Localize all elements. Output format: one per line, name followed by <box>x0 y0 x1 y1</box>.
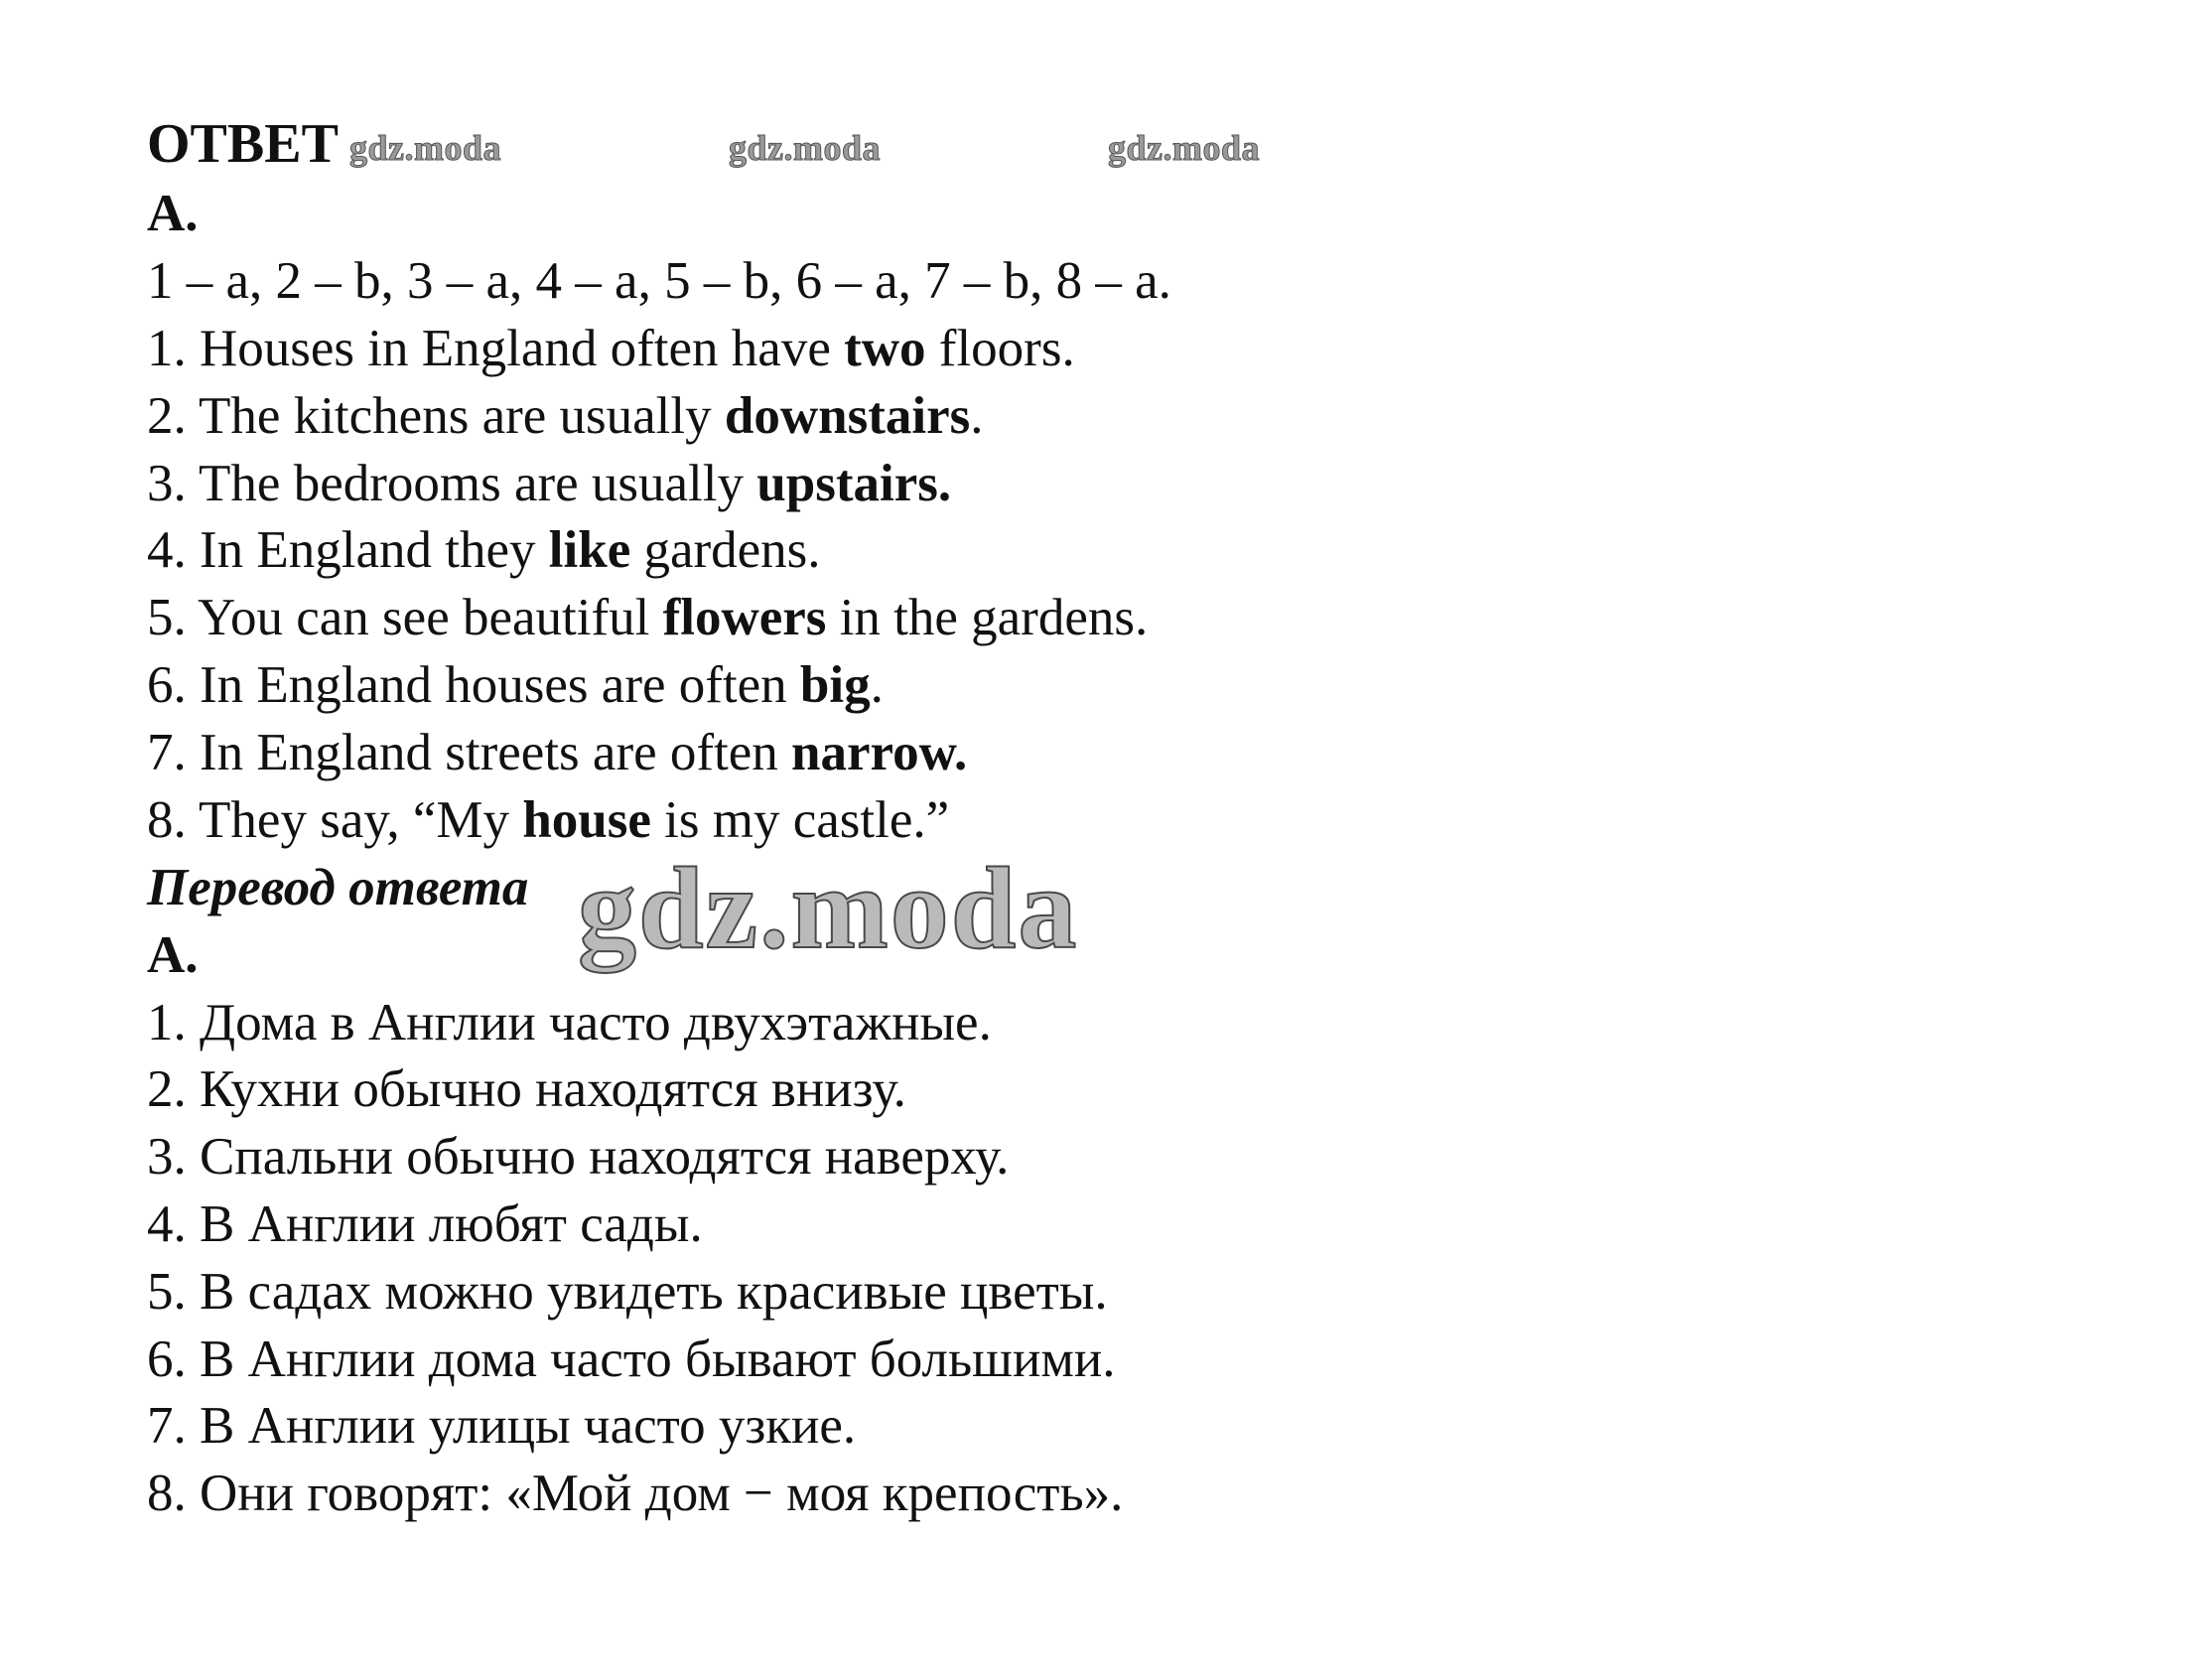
translation-6: 6. В Англии дома часто бывают большими. <box>147 1330 1116 1388</box>
answer-word: big <box>799 656 871 714</box>
page-title: ОТВЕТ <box>147 113 339 175</box>
translation-section-label: A. <box>147 926 199 984</box>
translation-1: 1. Дома в Англии часто двухэтажные. <box>147 994 992 1051</box>
answer-word: like <box>548 521 631 579</box>
translation-8: 8. Они говорят: «Мой дом − моя крепость». <box>147 1465 1124 1522</box>
watermark-small-2: gdz.moda <box>729 128 882 168</box>
answer-word: house <box>522 791 651 849</box>
answer-word: flowers <box>662 589 827 646</box>
translation-4: 4. В Англии любят сады. <box>147 1195 703 1253</box>
sentence-4: 4. In England they like gardens. <box>147 521 821 579</box>
answer-word: upstairs. <box>756 455 952 512</box>
answer-word: narrow. <box>791 724 968 781</box>
answer-key: 1 – a, 2 – b, 3 – a, 4 – a, 5 – b, 6 – a, 7 – b, 8 – a. <box>147 252 1171 310</box>
sentence-7: 7. In England streets are often narrow. <box>147 724 968 781</box>
answer-word: downstairs <box>724 387 971 445</box>
section-label: A. <box>147 185 199 242</box>
sentence-2: 2. The kitchens are usually downstairs. <box>147 387 984 445</box>
sentence-8: 8. They say, “My house is my castle.” <box>147 791 950 849</box>
answer-word: two <box>844 320 926 377</box>
sentence-1: 1. Houses in England often have two floors. <box>147 320 1075 377</box>
translation-3: 3. Спальни обычно находятся наверху. <box>147 1128 1010 1186</box>
watermark-large: gdz.moda <box>578 843 1079 973</box>
translation-7: 7. В Англии улицы часто узкие. <box>147 1397 857 1455</box>
sentence-6: 6. In England houses are often big. <box>147 656 884 714</box>
watermark-small-1: gdz.moda <box>349 128 502 168</box>
sentence-3: 3. The bedrooms are usually upstairs. <box>147 455 952 512</box>
translation-2: 2. Кухни обычно находятся внизу. <box>147 1060 906 1118</box>
translation-5: 5. В садах можно увидеть красивые цветы. <box>147 1263 1108 1321</box>
watermark-small-3: gdz.moda <box>1108 128 1261 168</box>
translation-heading: Перевод ответа <box>147 859 529 916</box>
sentence-5: 5. You can see beautiful flowers in the gardens. <box>147 589 1149 646</box>
